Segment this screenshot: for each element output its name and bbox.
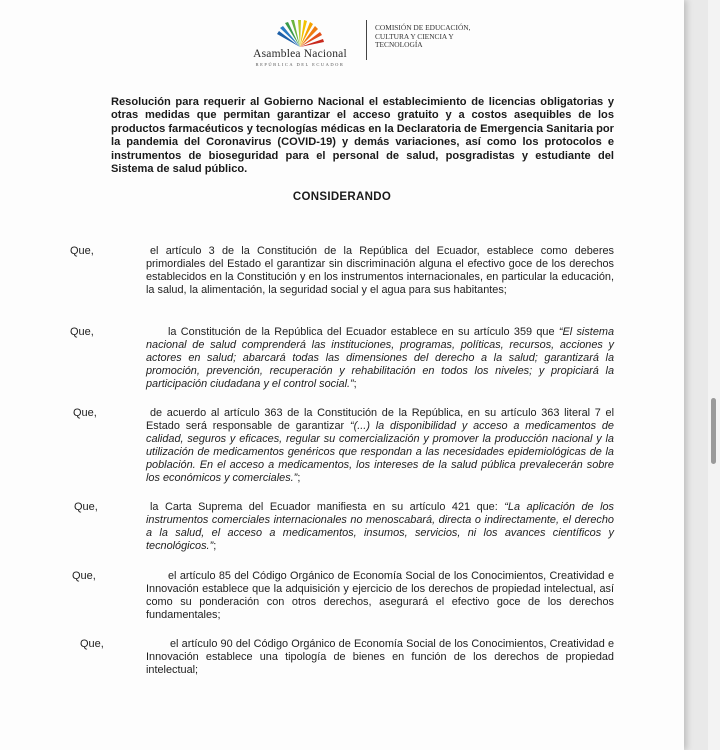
commission-line: COMISIÓN DE EDUCACIÓN, [375, 23, 471, 32]
commission-line: TECNOLOGÍA [375, 40, 423, 50]
clause-label: Que, [70, 245, 94, 257]
clause-text-end: ; [213, 540, 217, 553]
clause-label: Que, [73, 407, 97, 419]
clause-text-plain: la Constitución de la República del Ecuador establece en su artículo 359 que [168, 326, 559, 338]
clause-text-end: ; [353, 378, 357, 391]
clause-text-plain: el artículo 85 del Código Orgánico de Economía Social de los Conocimientos, Creatividad e Innovación establece que la adquisición y ejercicio de los derechos de propiedad intelectual, así como su ponderación con otros derechos, asegurará el efectivo goce de los derechos fundamentales; [146, 570, 614, 622]
commission-line: CULTURA Y CIENCIA Y [375, 31, 454, 41]
clause-text [146, 326, 614, 391]
clause-text-plain: la Carta Suprema del Ecuador manifiesta en su artículo 421 que: [150, 501, 505, 513]
logo-name: Asamblea Nacional [253, 48, 347, 60]
clause-label: Que, [72, 570, 96, 582]
clause-label: Que, [74, 501, 98, 513]
clause-text-end: ; [297, 472, 301, 485]
clause-text-quote: “(...) la disponibilidad y acceso a medicamentos de calidad, seguros y eficaces, regular su comercialización y promover la producción nacional y la utilización de medicamentos genéricos que respondan a las necesidades epidemiológicas de la población. En el acceso a medicamentos, los intereses de la salud pública prevalecerán sobre los económicos y comerciales.” [146, 420, 614, 485]
clause-text-plain: el artículo 90 del Código Orgánico de Economía Social de los Conocimientos, Creatividad e Innovación establece una tipología de bienes en función de los derechos de propiedad intelectual; [146, 638, 614, 677]
clause-text [146, 638, 614, 677]
commission-name [375, 24, 515, 50]
logo-subtitle: REPÚBLICA DEL ECUADOR [255, 62, 345, 67]
resolution-title: Resolución para requerir al Gobierno Nacional el establecimiento de licencias obligatorias y otras medidas que permitan garantizar el acceso gratuito y a costos asequibles de los productos farmacéuticos y tecnologías médicas en la Declaratoria de Emergencia Sanitaria por la pandemia del Coronavirus (COVID-19) y demás variaciones, así como los protocolos e instrumentos de bioseguridad para el personal de salud, posgradistas y estudiante del Sistema de salud público. [111, 96, 614, 176]
clause-text-quote: “La aplicación de los instrumentos comerciales internacionales no menoscabará, directa o indirectamente, el derecho a la salud, el acceso a medicamentos, insumos, servicios, ni los avances científicos y tecnológicos.” [146, 501, 614, 553]
asamblea-logo [241, 20, 359, 66]
clause-text-plain: de acuerdo al artículo 363 de la Constitución de la República, en su artículo 363 literal 7 el Estado será responsable de garantizar [146, 407, 614, 433]
header-divider [366, 20, 367, 60]
clause-label: Que, [80, 638, 104, 650]
scrollbar-track[interactable] [708, 0, 720, 750]
clause-label: Que, [70, 326, 94, 338]
scrollbar-thumb[interactable] [711, 398, 716, 464]
clause-text-plain: el artículo 3 de la Constitución de la República del Ecuador, establece como deberes primordiales del Estado el garantizar sin discriminación alguna el efectivo goce de los derechos establecidos en la Constitución y en los instrumentos internacionales, en particular la educación, la salud, la alimentación, la seguridad social y el agua para sus habitantes; [146, 245, 614, 297]
clause-text-quote: “El sistema nacional de salud comprenderá las instituciones, programas, políticas, recursos, acciones y actores en salud; abarcará todas las dimensiones del derecho a la salud; garantizará la promoción, prevención, recuperación y rehabilitación en todos los niveles; y propiciará la participación ciudadana y el control social.” [146, 326, 615, 391]
section-heading: CONSIDERANDO [292, 191, 392, 203]
clause-text [146, 245, 614, 297]
sunburst-emblem-icon [273, 20, 327, 48]
clause-text [146, 407, 614, 486]
clause-text [146, 570, 614, 622]
clause-text [146, 501, 614, 553]
